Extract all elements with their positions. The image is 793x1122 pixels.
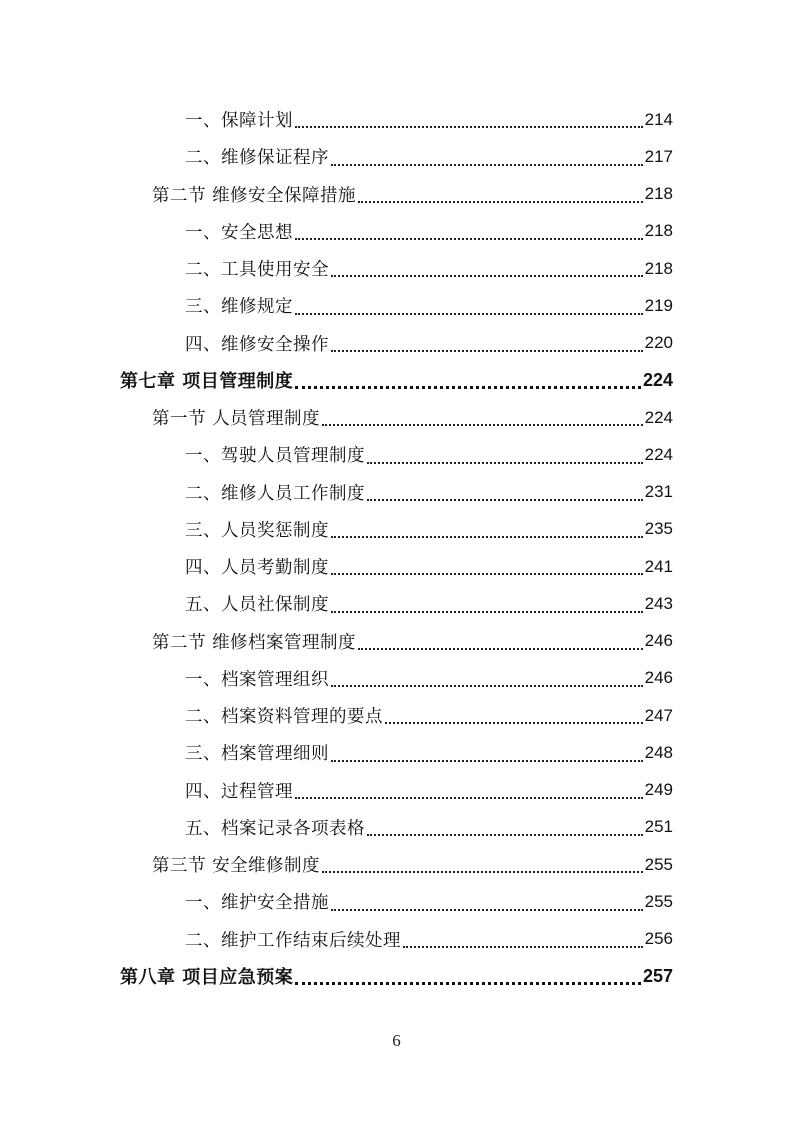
toc-entry-page: 257	[642, 965, 673, 986]
toc-entry[interactable]	[0, 138, 673, 175]
toc-entry-title: 二、工具使用安全	[185, 260, 329, 281]
toc-dot-leader	[295, 125, 643, 128]
toc-entry[interactable]	[0, 436, 673, 473]
toc-entry[interactable]	[0, 883, 673, 920]
toc-entry-title: 一、档案管理组织	[185, 669, 329, 690]
toc-entry-page: 214	[644, 109, 673, 129]
toc-entry-title: 三、人员奖惩制度	[185, 520, 329, 541]
toc-entry[interactable]	[0, 585, 673, 622]
toc-entry-page: 256	[644, 929, 673, 949]
toc-dot-leader	[385, 721, 643, 724]
toc-entry-title: 第二节 维修档案管理制度	[152, 632, 357, 653]
toc-entry[interactable]	[0, 287, 673, 324]
toc-entry-title: 四、过程管理	[185, 781, 293, 802]
toc-entry-page: 219	[644, 295, 673, 315]
toc-entry[interactable]	[0, 809, 673, 846]
toc-entry-title: 第七章 项目管理制度	[120, 371, 294, 393]
toc-chapter-entry[interactable]	[0, 362, 673, 399]
toc-dot-leader	[331, 908, 643, 911]
toc-entry[interactable]	[0, 474, 673, 511]
toc-entry-page: 224	[644, 444, 673, 464]
toc-entry-page: 246	[644, 668, 673, 688]
toc-entry-page: 231	[644, 482, 673, 502]
toc-entry-page: 249	[644, 780, 673, 800]
toc-dot-leader	[403, 945, 643, 948]
toc-dot-leader	[331, 163, 643, 166]
toc-entry-title: 第一节 人员管理制度	[152, 409, 321, 430]
toc-dot-leader	[295, 385, 641, 389]
toc-dot-leader	[331, 572, 643, 575]
toc-entry-title: 一、维护安全措施	[185, 893, 329, 914]
toc-dot-leader	[331, 349, 643, 352]
toc-section-entry[interactable]	[0, 176, 673, 213]
toc-entry-page: 220	[644, 333, 673, 353]
toc-chapter-entry[interactable]	[0, 958, 673, 995]
toc-dot-leader	[331, 759, 643, 762]
toc-entry-page: 218	[644, 258, 673, 278]
table-of-contents	[0, 101, 793, 995]
page-number: 6	[392, 1031, 401, 1050]
toc-entry-title: 一、保障计划	[185, 111, 293, 132]
toc-entry[interactable]	[0, 511, 673, 548]
toc-section-entry[interactable]	[0, 623, 673, 660]
toc-entry-page: 255	[644, 891, 673, 911]
toc-entry[interactable]	[0, 101, 673, 138]
toc-entry-title: 二、维修保证程序	[185, 148, 329, 169]
toc-entry-page: 217	[644, 146, 673, 166]
toc-entry[interactable]	[0, 250, 673, 287]
toc-entry-title: 第三节 安全维修制度	[152, 856, 321, 877]
toc-entry-title: 四、人员考勤制度	[185, 558, 329, 579]
toc-entry-title: 二、维护工作结束后续处理	[185, 930, 401, 951]
toc-dot-leader	[331, 535, 643, 538]
toc-entry-title: 三、档案管理细则	[185, 744, 329, 765]
toc-entry-page: 218	[644, 221, 673, 241]
toc-dot-leader	[358, 200, 643, 203]
toc-dot-leader	[295, 981, 641, 985]
toc-section-entry[interactable]	[0, 399, 673, 436]
toc-entry-title: 一、驾驶人员管理制度	[185, 446, 365, 467]
toc-dot-leader	[367, 498, 643, 501]
toc-entry-title: 第八章 项目应急预案	[120, 967, 294, 989]
toc-dot-leader	[358, 647, 643, 650]
toc-entry-page: 224	[642, 369, 673, 390]
toc-entry[interactable]	[0, 548, 673, 585]
toc-entry[interactable]	[0, 921, 673, 958]
toc-entry-page: 243	[644, 593, 673, 613]
toc-entry[interactable]	[0, 213, 673, 250]
toc-entry-page: 247	[644, 705, 673, 725]
toc-dot-leader	[331, 610, 643, 613]
toc-entry-title: 五、档案记录各项表格	[185, 818, 365, 839]
toc-section-entry[interactable]	[0, 846, 673, 883]
toc-entry-title: 二、维修人员工作制度	[185, 483, 365, 504]
toc-dot-leader	[295, 312, 643, 315]
toc-entry-page: 246	[644, 631, 673, 651]
toc-entry-page: 255	[644, 854, 673, 874]
toc-entry[interactable]	[0, 325, 673, 362]
toc-dot-leader	[322, 870, 643, 873]
toc-entry[interactable]	[0, 697, 673, 734]
toc-dot-leader	[367, 461, 643, 464]
toc-entry-page: 248	[644, 742, 673, 762]
toc-entry-title: 三、维修规定	[185, 297, 293, 318]
toc-entry[interactable]	[0, 772, 673, 809]
toc-entry-title: 一、安全思想	[185, 222, 293, 243]
toc-entry-page: 224	[644, 407, 673, 427]
toc-dot-leader	[367, 833, 643, 836]
toc-dot-leader	[331, 274, 643, 277]
toc-entry[interactable]	[0, 660, 673, 697]
toc-entry-page: 235	[644, 519, 673, 539]
toc-entry-title: 二、档案资料管理的要点	[185, 707, 383, 728]
toc-dot-leader	[295, 796, 643, 799]
toc-entry-title: 四、维修安全操作	[185, 334, 329, 355]
toc-entry-page: 218	[644, 184, 673, 204]
toc-entry[interactable]	[0, 734, 673, 771]
toc-entry-title: 第二节 维修安全保障措施	[152, 185, 357, 206]
toc-entry-page: 241	[644, 556, 673, 576]
toc-dot-leader	[331, 684, 643, 687]
toc-entry-title: 五、人员社保制度	[185, 595, 329, 616]
toc-dot-leader	[295, 237, 643, 240]
toc-dot-leader	[322, 423, 643, 426]
toc-entry-page: 251	[644, 817, 673, 837]
